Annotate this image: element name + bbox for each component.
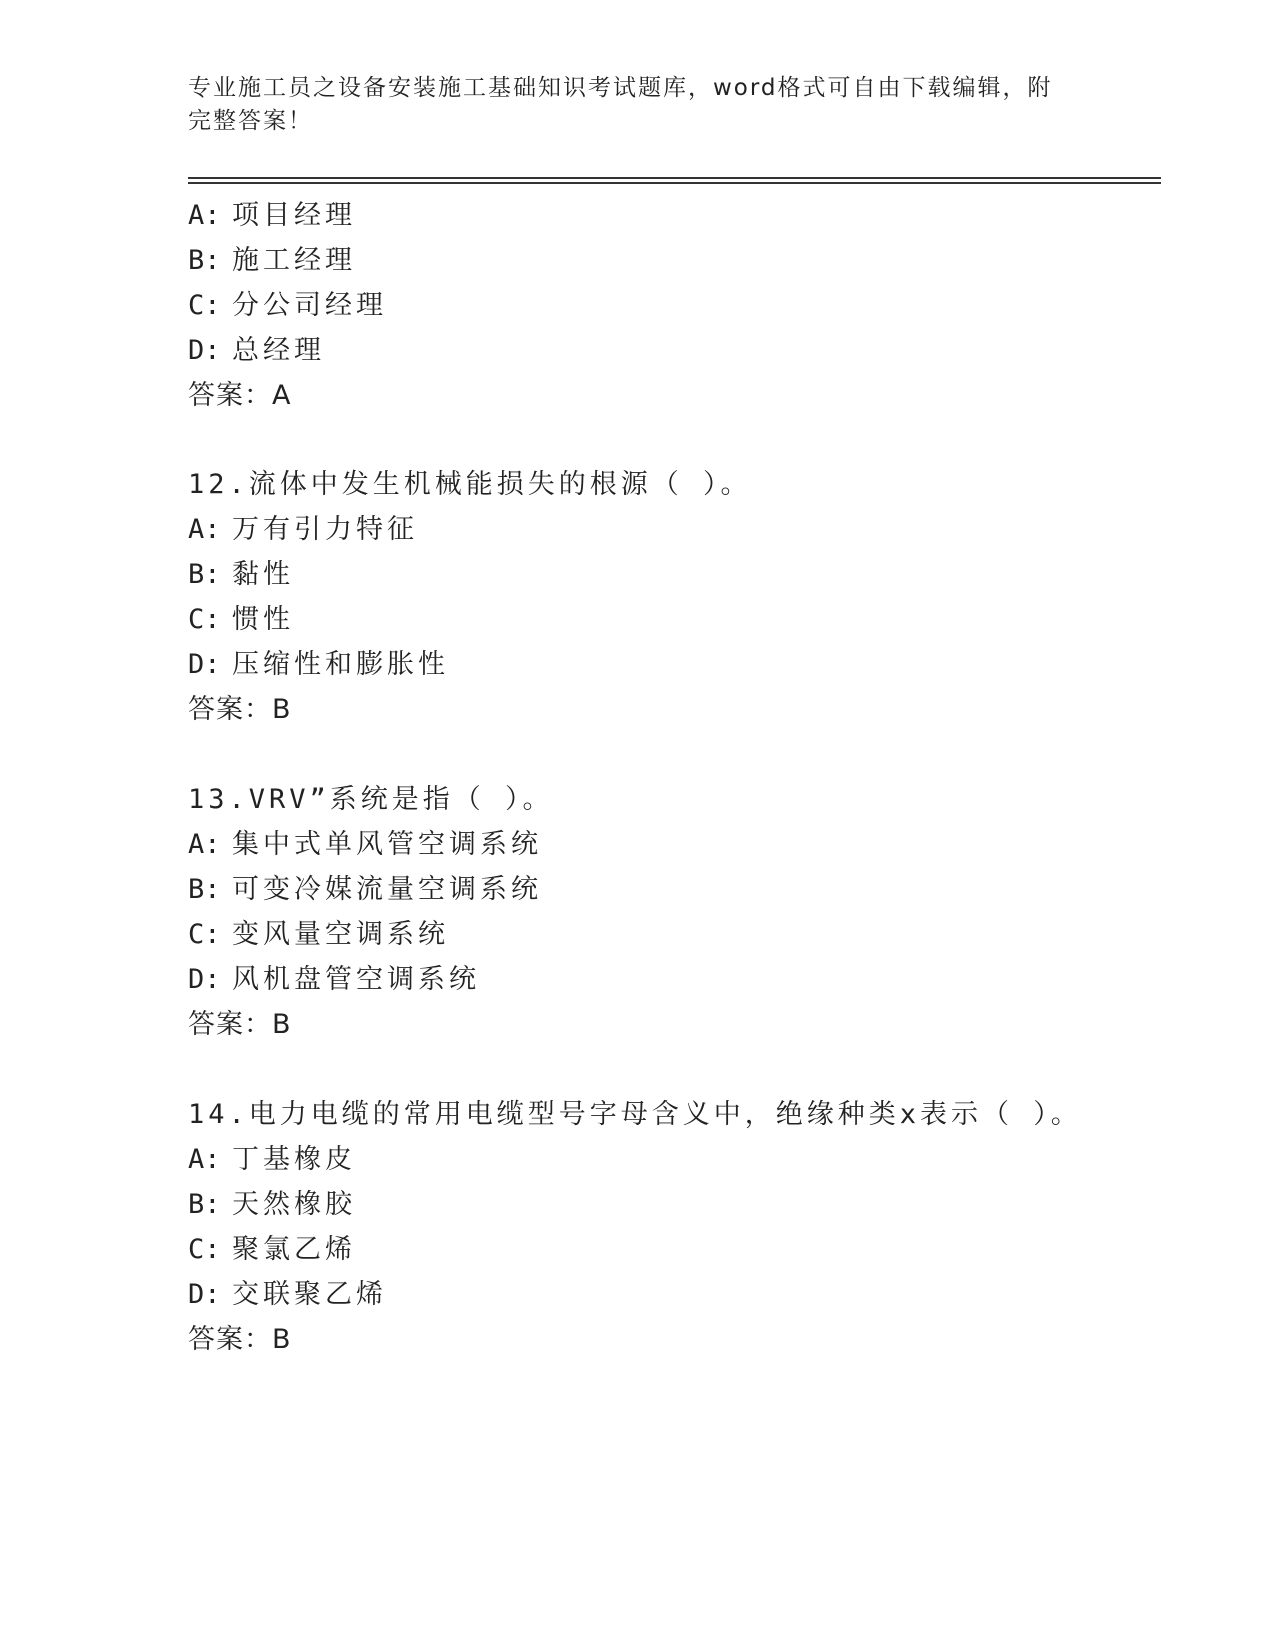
option-d bbox=[188, 957, 480, 996]
option-c bbox=[188, 1227, 356, 1266]
option-label: B: bbox=[188, 1189, 221, 1220]
answer-line: 答案：B bbox=[188, 1009, 292, 1040]
option-label: B: bbox=[188, 874, 221, 905]
document-header: 专业施工员之设备安装施工基础知识考试题库，word格式可自由下载编辑，附完整答案！ bbox=[188, 75, 1053, 134]
option-b bbox=[188, 1182, 356, 1221]
header-divider-top bbox=[188, 177, 1161, 179]
option-b bbox=[188, 238, 356, 277]
option-label: D: bbox=[188, 964, 221, 995]
option-a bbox=[188, 1137, 356, 1176]
option-label: B: bbox=[188, 245, 221, 276]
option-label: A: bbox=[188, 200, 221, 231]
option-d bbox=[188, 642, 449, 681]
option-d bbox=[188, 1272, 387, 1311]
option-label: B: bbox=[188, 559, 221, 590]
answer-line: 答案：B bbox=[188, 694, 292, 725]
option-text: 可变冷媒流量空调系统 bbox=[232, 874, 542, 905]
option-label: A: bbox=[188, 829, 221, 860]
option-label: C: bbox=[188, 919, 221, 950]
option-text: 压缩性和膨胀性 bbox=[232, 649, 449, 680]
option-label: A: bbox=[188, 1144, 221, 1175]
option-text: 变风量空调系统 bbox=[232, 919, 449, 950]
option-label: C: bbox=[188, 290, 221, 321]
option-label: D: bbox=[188, 335, 221, 366]
option-a bbox=[188, 507, 418, 546]
option-text: 总经理 bbox=[232, 335, 325, 366]
option-b bbox=[188, 867, 542, 906]
option-text: 聚氯乙烯 bbox=[232, 1234, 356, 1265]
option-a bbox=[188, 822, 542, 861]
option-d bbox=[188, 328, 325, 367]
question-13: 13.VRV”系统是指（ ）。 bbox=[188, 784, 554, 815]
option-label: C: bbox=[188, 604, 221, 635]
option-c bbox=[188, 912, 449, 951]
option-label: D: bbox=[188, 649, 221, 680]
answer-line: 答案：A bbox=[188, 380, 292, 411]
option-c bbox=[188, 283, 387, 322]
option-label: A: bbox=[188, 514, 221, 545]
option-text: 分公司经理 bbox=[232, 290, 387, 321]
option-a bbox=[188, 193, 356, 232]
option-text: 天然橡胶 bbox=[232, 1189, 356, 1220]
option-label: C: bbox=[188, 1234, 221, 1265]
option-b bbox=[188, 552, 294, 591]
option-c bbox=[188, 597, 294, 636]
option-text: 万有引力特征 bbox=[232, 514, 418, 545]
option-text: 黏性 bbox=[232, 559, 294, 590]
option-text: 项目经理 bbox=[232, 200, 356, 231]
option-text: 施工经理 bbox=[232, 245, 356, 276]
question-14: 14.电力电缆的常用电缆型号字母含义中，绝缘种类x表示（ ）。 bbox=[188, 1099, 1082, 1130]
option-text: 交联聚乙烯 bbox=[232, 1279, 387, 1310]
question-12: 12.流体中发生机械能损失的根源（ ）。 bbox=[188, 469, 752, 500]
option-text: 集中式单风管空调系统 bbox=[232, 829, 542, 860]
answer-line: 答案：B bbox=[188, 1324, 292, 1355]
option-text: 丁基橡皮 bbox=[232, 1144, 356, 1175]
option-text: 风机盘管空调系统 bbox=[232, 964, 480, 995]
header-divider-bottom bbox=[188, 182, 1161, 184]
option-text: 惯性 bbox=[232, 604, 294, 635]
option-label: D: bbox=[188, 1279, 221, 1310]
